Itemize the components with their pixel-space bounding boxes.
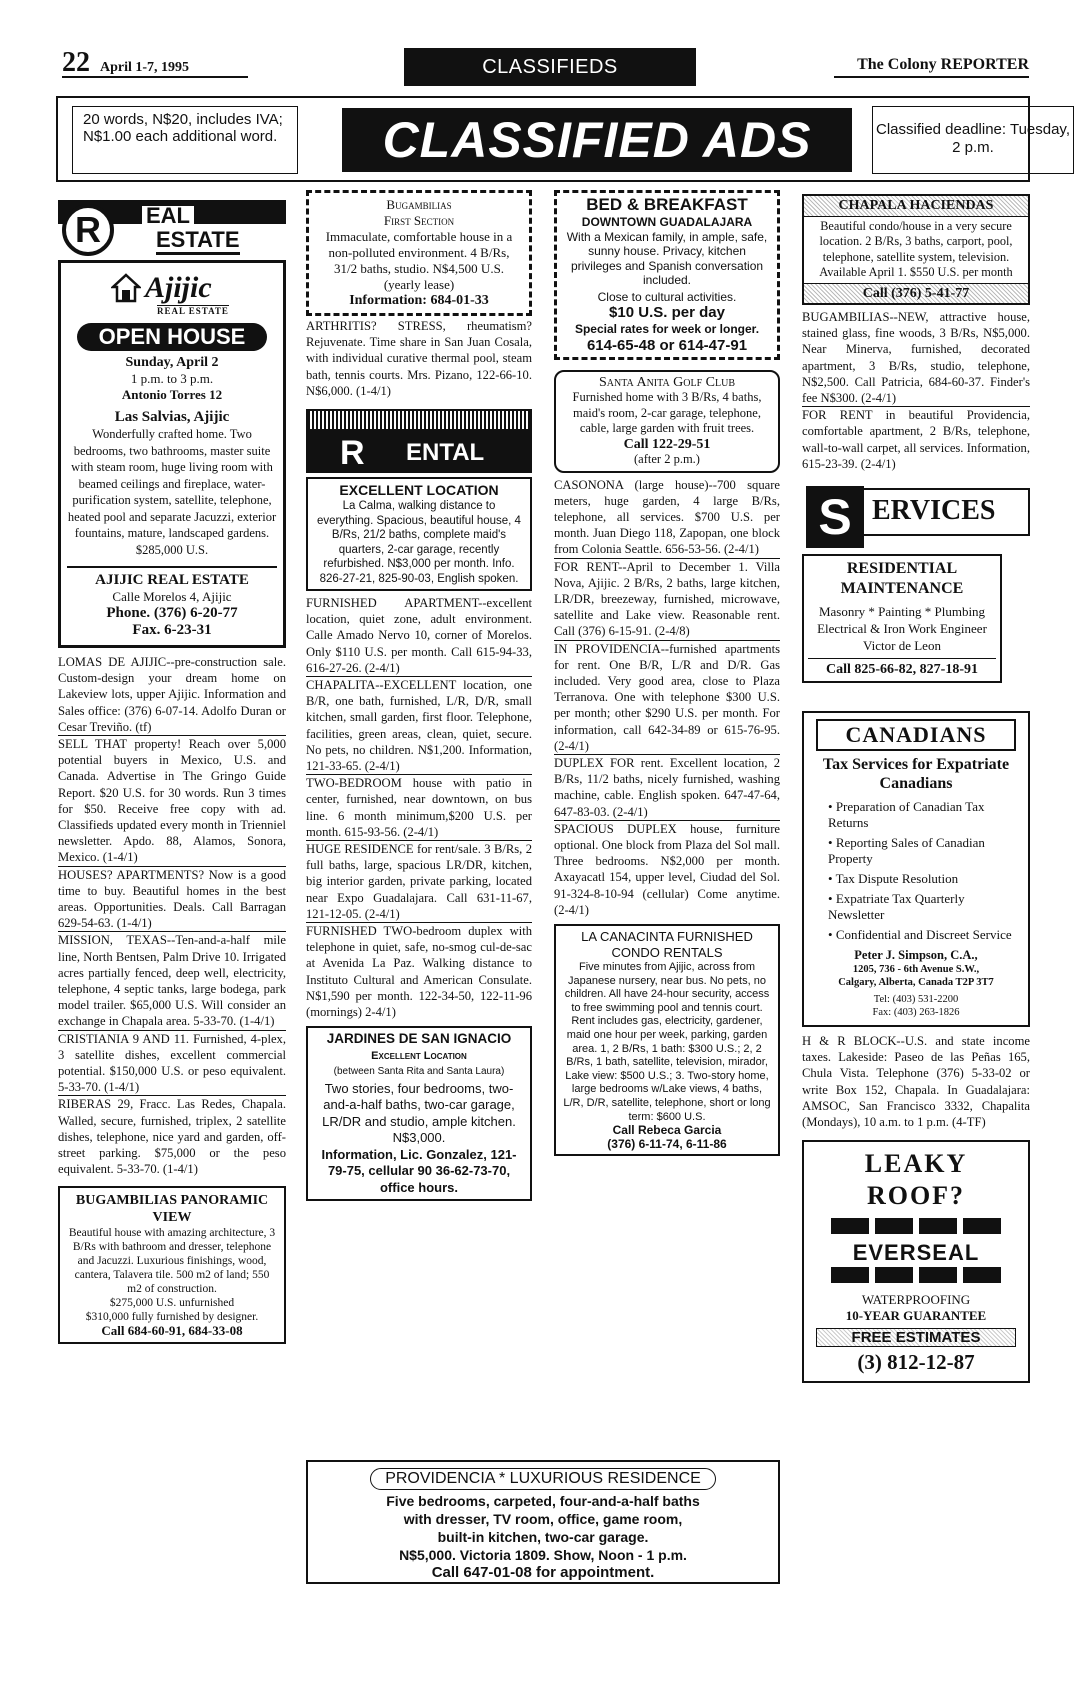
- maintenance-title1: RESIDENTIAL: [846, 560, 958, 578]
- column-services: [802, 194, 1030, 1383]
- santa-anita-ad: [554, 370, 780, 473]
- canacinta-ad: [554, 924, 780, 1156]
- listing-arthritis: ARTHRITIS? STRESS, rheumatism? Rejuvenate. Time share in San Juan Cosala, with individual curative thermal pool, steam bath, tennis courts. Mrs. Pizano, 122-66-10. N$6,000. (1-4/1): [306, 319, 532, 398]
- rental-header: [306, 409, 532, 473]
- providencia-line2: with dresser, TV room, office, game room,: [403, 1511, 683, 1527]
- listing-for-rent-villa-nova: FOR RENT--April to December 1. Villa Nova, Ajijic. 2 B/Rs, 2 baths, large kitchen, LR/DR, breezeway, furnished, microwave, satellite and Lake view. Reasonable rent. Call (376) 6-15-91. (2-4/8): [554, 559, 780, 639]
- canacinta-body: Five minutes from Ajijic, across from Japanese nursery, near bus. No pets, no children. All have 24-hour security, access to free swimming pool and tennis court. Rent includes gas, electricity, gardener, maid one hour per week, parking, garden area. 1, 2 B/Rs, 1 bath: $300 U.S.; 2, 2 B/Rs, 1 bath, satellite, television, mirador, Lake view: $500 U.S.; 3. Two-story home, large bedrooms w/Lake views, 4 baths, L/R, D/R, satellite, telephone, short or long term: $600 U.S.: [563, 960, 771, 1123]
- chapala-phone: Call (376) 5-41-77: [804, 283, 1028, 304]
- santa-anita-body: Furnished home with 3 B/Rs, 4 baths, maid's room, 2-car garage, telephone, cable, large garden with fruit trees.: [572, 390, 762, 435]
- santa-anita-phone: Call 122-29-51: [623, 436, 711, 452]
- listing-sell-that: SELL THAT property! Reach over 5,000 potential buyers in Mexico, U.S. and Canada. Advertise in The Gringo Guide Report. $20 U.S. for 30 words. Run 3 times for $50. Receive free copy with ad. Classifieds updated every month in Trienniel newsletter. Apdo. 88, Alamos, Sonora, Mexico. (1-4/1): [58, 737, 286, 865]
- providencia-line3: built-in kitchen, two-car garage.: [437, 1529, 649, 1545]
- open-house-time: 1 p.m. to 3 p.m.: [130, 371, 214, 386]
- agency-address: Calle Morelos 4, Ajijic: [112, 589, 232, 604]
- issue-date: April 1-7, 1995: [100, 60, 190, 75]
- canacinta-phone: (376) 6-11-74, 6-11-86: [607, 1136, 727, 1151]
- leaky-roof-ad: [802, 1140, 1030, 1383]
- rental-listings: [306, 595, 532, 1020]
- canadians-tel: Tel: (403) 531-2200: [873, 994, 959, 1006]
- providencia-line5: Call 647-01-08 for appointment.: [431, 1564, 655, 1581]
- listing-two-bedroom: TWO-BEDROOM house with patio in center, furnished, near downtown, on bus line. 6 month minimum,$200 U.S. per month. 615-93-56. (2-4/1): [306, 776, 532, 839]
- panoramic-price-unfurnished: $275,000 U.S. unfurnished: [109, 1296, 235, 1309]
- canadians-service-item: • Preparation of Canadian Tax Returns: [828, 799, 985, 831]
- maintenance-body: Masonry * Painting * Plumbing Electrical & Iron Work Engineer Victor de Leon: [817, 604, 987, 654]
- canacinta-title: LA CANACINTA FURNISHED: [581, 928, 753, 944]
- canadians-addr2: Calgary, Alberta, Canada T2P 3T7: [838, 977, 994, 989]
- residential-maintenance-ad: [802, 554, 1002, 683]
- free-estimates: FREE ESTIMATES: [816, 1328, 1016, 1347]
- canadians-name: Peter J. Simpson, C.A.,: [854, 948, 978, 963]
- column-rental: [306, 190, 532, 1201]
- panoramic-title: BUGAMBILIAS PANORAMIC VIEW: [75, 1192, 269, 1225]
- rental-listings-2: [554, 477, 780, 918]
- open-house-address: Antonio Torres 12: [121, 387, 223, 402]
- bugambilias-info: Information: 684-01-33: [349, 293, 489, 308]
- agency-phone: Phone. (376) 6-20-77: [106, 605, 238, 621]
- jardines-ad: [306, 1026, 532, 1201]
- panoramic-phone: Call 684-60-91, 684-33-08: [101, 1322, 243, 1338]
- checker-pattern-top: [810, 1218, 1022, 1239]
- listing-in-providencia: IN PROVIDENCIA--furnished apartments for rent. One B/R, L/R and D/R. Gas included. Very good area, close to Plaza Terranova. One with telephone $300 U.S. per month; other $290 U.S. per month. For information, call 642-34-89 or 615-76-95. (2-4/1): [554, 641, 780, 753]
- canadians-addr1: 1205, 736 - 6th Avenue S.W.,: [852, 964, 980, 976]
- rental-word: ENTAL: [406, 439, 485, 467]
- everseal-service1: WATERPROOFING: [861, 1292, 971, 1308]
- jardines-subtitle: Excellent Location: [371, 1049, 467, 1062]
- bed-and-breakfast-ad: [554, 190, 780, 360]
- paper-name: The Colony REPORTER: [834, 56, 1029, 78]
- listing-houses: HOUSES? APARTMENTS? Now is a good time to buy. Beautiful homes in the best areas. Opportunities. Deals. Call Barragan 629-54-63. (1-4/1): [58, 867, 286, 931]
- leaky-line1: LEAKY: [864, 1149, 968, 1179]
- column-real-estate: [58, 196, 286, 1344]
- ajijic-logo-text: Ajijic: [145, 271, 212, 304]
- listing-furnished-apartment: FURNISHED APARTMENT--excellent location, quiet zone, adult environment. Calle Amado Nervo 10, corner of Morelos. Only $110 U.S. per month. Call 615-94-33, 616-27-26. (2-4/1): [306, 596, 532, 675]
- maintenance-title2: MAINTENANCE: [840, 580, 964, 598]
- maintenance-phone: Call 825-66-82, 827-18-91: [808, 658, 996, 678]
- listing-spacious-duplex: SPACIOUS DUPLEX house, furniture optional. One block from Plaza del Sol mall. Three bedrooms. N$2,000 per month. Axayacatl 154, upper level, Ciudad del Sol. 91-324-8-10-94 (cellular) Come anytime. (2-4/1): [554, 821, 780, 917]
- bnb-price: $10 U.S. per day: [609, 304, 725, 321]
- providencia-line1: Five bedrooms, carpeted, four-and-a-half baths: [386, 1493, 700, 1509]
- excellent-location-title: EXCELLENT LOCATION: [339, 482, 499, 499]
- listing-hr-block: H & R BLOCK--U.S. and state income taxes. Lakeside: Paseo de las Peñas 165, Chula Vista. Telephone (376) 5-33-02 or write Box 152, Chapala. In Guadalajara: AMSOC, San Francisco 3332, Chapalita (Mondays), 10 a.m. to 1 p.m. (4-TF): [802, 1034, 1030, 1130]
- canacinta-call: Call Rebeca Garcia: [612, 1123, 722, 1138]
- canadians-service-item: • Reporting Sales of Canadian Property: [828, 835, 985, 867]
- providencia-title: PROVIDENCIA * LUXURIOUS RESIDENCE: [370, 1468, 716, 1490]
- column-rental-2: [554, 190, 780, 1156]
- everseal-phone: (3) 812-12-87: [857, 1350, 975, 1375]
- listing-cristiania: CRISTIANIA 9 AND 11. Furnished, 4-plex, 3 satellite dishes, excellent commercial potential. $150,000 U.S. or peso equivalent. 5-33-70. (1-4/1): [58, 1031, 286, 1095]
- bugambilias-first-ad: [306, 190, 532, 316]
- open-house-badge: OPEN HOUSE: [77, 323, 267, 351]
- agency-name: AJIJIC REAL ESTATE: [95, 572, 249, 588]
- canadians-title: CANADIANS: [816, 719, 1016, 751]
- masthead-page-date: [62, 47, 248, 78]
- chapala-body: Beautiful condo/house in a very secure location. 2 B/Rs, 3 baths, carport, pool, telephone, satellite system, television. Available April 1. $550 U.S. per month: [819, 218, 1013, 279]
- classified-header: [56, 96, 1070, 182]
- listing-lomas: LOMAS DE AJIJIC--pre-construction sale. Custom-design your dream home on Lakeview lots, upper Ajijic. Information and Sales office: (376) 6-07-14. Adolfo Duran or Cesar Treviño. (tf): [58, 655, 286, 734]
- real-estate-header: [58, 196, 286, 258]
- open-house-place: Las Salvias, Ajijic: [114, 409, 230, 425]
- jardines-info: Information, Lic. Gonzalez, 121-79-75, cellular 90 36-62-73-70, office hours.: [321, 1146, 517, 1195]
- services-letter: S: [806, 486, 864, 548]
- panoramic-body: Beautiful house with amazing architecture, 3 B/Rs with bathroom and dresser, telephone and Jacuzzi. Luxurious finishings, wood, cantera, Talavera tile. 500 m2 of land; 550 m2 of construction.: [68, 1226, 276, 1295]
- classified-ads-title: CLASSIFIED ADS: [342, 108, 852, 172]
- listing-casonona: CASONONA (large house)--700 square meters, huge garden, 4 large B/Rs, telephone, all services. $700 U.S. per month. Juan Diego 118, Zapopan, one block from Colonia Seattle. 656-53-56. (2-4/1): [554, 477, 780, 557]
- page-number: 22: [62, 47, 90, 78]
- canacinta-title2: CONDO RENTALS: [611, 944, 723, 960]
- jardines-between: (between Santa Rita and Santa Laura): [333, 1066, 505, 1078]
- services-word: ERVICES: [872, 495, 996, 527]
- canadians-subtitle: Tax Services for Expatriate Canadians: [822, 756, 1010, 793]
- canadians-service-item: • Confidential and Discreet Service: [828, 927, 1012, 943]
- jardines-title: JARDINES DE SAN IGNACIO: [326, 1031, 512, 1047]
- providencia-ad: [306, 1460, 780, 1584]
- canadians-tax-ad: [802, 711, 1030, 1027]
- excellent-location-ad: [306, 477, 532, 591]
- ajijic-logo: [67, 269, 277, 323]
- listing-bugambilias-new: BUGAMBILIAS--NEW, attractive house, stained glass, fine woods, 3 B/Rs, N$5,000. Near Minerva, furnished, decorated apartment, 3 B/Rs, studio, telephone, N$2,500. Call Patricia, 684-60-37. Finder's fee N$300. (2-4/1): [802, 310, 1030, 406]
- open-house-description: Wonderfully crafted home. Two bedrooms, two bathrooms, master suite with steam room, huge living room with beamed ceilings and fireplace, water-purification system, satellite, telephone, heated pool and separate Jacuzzi, exterior fountains, mature, landscaped gardens. $285,000 U.S.: [67, 427, 277, 557]
- everseal-brand: EVERSEAL: [852, 1240, 980, 1266]
- bnb-special: Special rates for week or longer.: [574, 322, 760, 336]
- house-icon: [111, 273, 141, 303]
- bnb-subtitle: DOWNTOWN GUADALAJARA: [581, 215, 753, 229]
- listing-chapalita: CHAPALITA--EXCELLENT location, one B/R, one bath, furnished, L/R, D/R, small kitchen, small garden, first floor. Telephone, facilities, green areas, clean, quiet, secure. No pets, no children. N$1,200. Information, 121-33-65. (2-4/1): [306, 678, 532, 774]
- rate-box: 20 words, N$20, includes IVA; N$1.00 each additional word.: [72, 106, 298, 174]
- bugambilias-body: Immaculate, comfortable house in a non-polluted environment. 4 B/Rs, 31/2 baths, studio. N$4,500 U.S. (yearly lease): [325, 229, 513, 292]
- bnb-title: BED & BREAKFAST: [586, 195, 748, 214]
- bnb-body: With a Mexican family, in ample, safe, sunny house. Privacy, kitchen privileges and Spanish conversation included.: [566, 229, 768, 287]
- jardines-body: Two stories, four bedrooms, two-and-a-half baths, two-car garage, LR/DR and studio, ample kitchen. N$3,000.: [322, 1080, 516, 1146]
- chapala-haciendas-ad: [802, 194, 1030, 305]
- bugambilias-panoramic-ad: [58, 1186, 286, 1344]
- bnb-activities: Close to cultural activities.: [597, 289, 737, 304]
- open-house-date: Sunday, April 2: [125, 355, 219, 370]
- ajijic-logo-sub: REAL ESTATE: [157, 306, 229, 316]
- real-estate-word2: ESTATE: [156, 228, 240, 255]
- panoramic-price-furnished: $310,000 fully furnished by designer.: [85, 1310, 259, 1323]
- deadline-box: Classified deadline: Tuesday, 2 p.m.: [872, 106, 1074, 174]
- listing-mission-texas: MISSION, TEXAS--Ten-and-a-half mile line, North Bentsen, Palm Drive 10. Irrigated acres partially fenced, deep well, electricity, telephone, 4 septic tanks, large bodega, park model trailer. $65,000 U.S. Will consider an exchange in Chapala area. 5-33-70. (1-4/1): [58, 933, 286, 1029]
- chapala-title: CHAPALA HACIENDAS: [804, 196, 1028, 217]
- checker-pattern-bottom: [810, 1267, 1022, 1288]
- bnb-phone: 614-65-48 or 614-47-91: [586, 336, 748, 354]
- canadians-services-list: [828, 799, 1020, 943]
- listing-for-rent-providencia: FOR RENT in beautiful Providencia, comfortable apartment, 2 B/Rs, telephone, wall-to-wall carpet, all services. Information, 615-23-39. (2-4/1): [802, 408, 1030, 471]
- bugambilias-subtitle: First Section: [383, 213, 455, 228]
- leaky-line2: ROOF?: [866, 1181, 966, 1211]
- ajijic-real-estate-ad: [58, 260, 286, 648]
- canadians-service-item: • Tax Dispute Resolution: [828, 871, 959, 887]
- santa-anita-title: Santa Anita Golf Club: [598, 374, 736, 390]
- real-estate-listings: [58, 654, 286, 1178]
- bugambilias-title: Bugambilias: [386, 197, 452, 212]
- agency-fax: Fax. 6-23-31: [132, 622, 212, 638]
- listing-riberas: RIBERAS 29, Fracc. Las Redes, Chapala. Walled, secure, furnished, triplex, 2 satellite dishes, telephone, nice yard and garden, off-street parking. $75,000 or the peso equivalent. 5-33-70. (1-4/1): [58, 1097, 286, 1177]
- providencia-line4: N$5,000. Victoria 1809. Show, Noon - 1 p.m.: [399, 1547, 687, 1563]
- services-header: [802, 484, 1030, 550]
- canadians-service-item: • Expatriate Tax Quarterly Newsletter: [828, 891, 965, 923]
- listing-duplex: DUPLEX FOR rent. Excellent location, 2 B/Rs, 11/2 baths, nicely furnished, washing machine, cable. English spoken. 647-47-64, 647-83-03. (2-4/1): [554, 755, 780, 819]
- canadians-fax: Fax: (403) 263-1826: [872, 1007, 960, 1019]
- listing-furnished-duplex: FURNISHED TWO-bedroom duplex with telephone in quiet, safe, no-smog cul-de-sac at Avenida La Paz. Walking distance to Instituto Cultural and American Consulate. N$1,590 per month. 122-34-50, 122-11-96 (mornings) 2-4/1): [306, 924, 532, 1020]
- excellent-location-body: La Calma, walking distance to everything. Spacious, beautiful house, 4 B/Rs, 21/2 baths, complete maid's quarters, 2-car garage, recently refurbished. N$3,000 per month. Info. 826-27-21, 825-90-03, English spoken.: [317, 500, 521, 585]
- real-estate-letter: R: [62, 204, 114, 256]
- col4-listings: [802, 309, 1030, 472]
- section-title: CLASSIFIEDS: [404, 48, 696, 86]
- rental-letter: R: [340, 434, 365, 473]
- real-estate-word1: EAL: [142, 206, 194, 226]
- santa-anita-after: (after 2 p.m.): [634, 452, 700, 466]
- everseal-service2: 10-YEAR GUARANTEE: [845, 1308, 987, 1324]
- listing-huge-residence: HUGE RESIDENCE for rent/sale. 3 B/Rs, 2 full baths, large, spacious LR/DR, kitchen, big interior garden, private parking, located near Expo Guadalajara. Call 631-11-67, 121-12-05. (2-4/1): [306, 842, 532, 921]
